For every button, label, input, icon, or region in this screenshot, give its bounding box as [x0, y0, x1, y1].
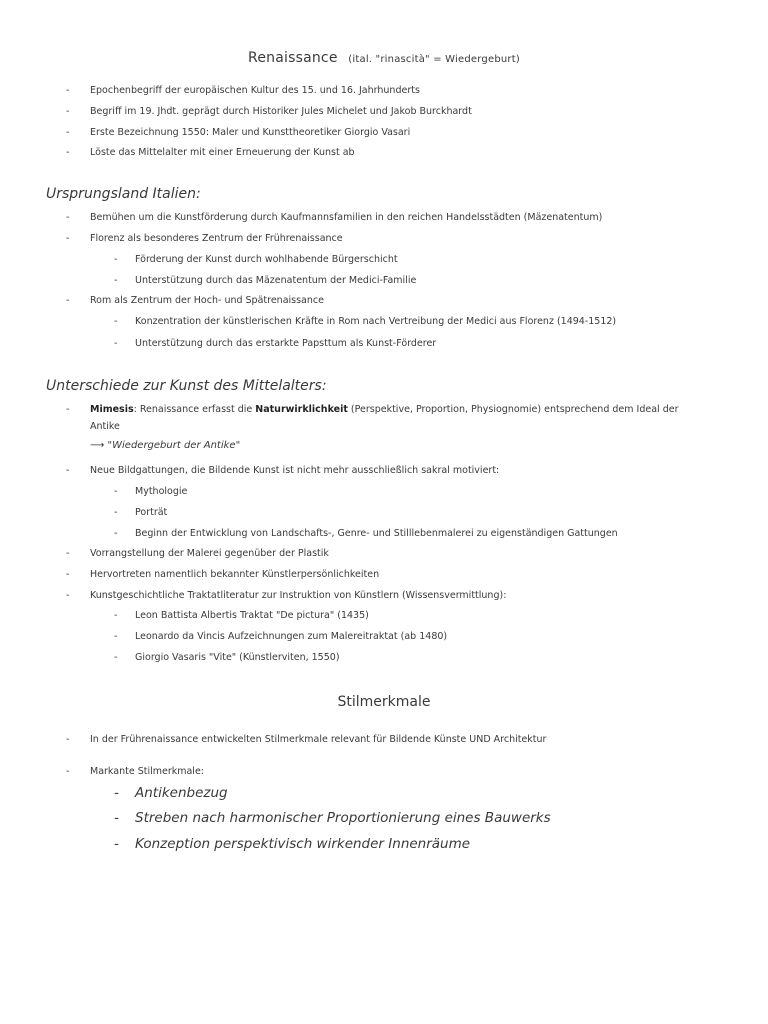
title-main: Renaissance [248, 50, 338, 66]
page-title [0, 50, 768, 66]
section-heading-origin: Ursprungsland Italien: [46, 186, 201, 202]
section-heading-differences: Unterschiede zur Kunst des Mittelalters: [46, 378, 327, 394]
arrow-note: ⟶ "Wiedergeburt der Antike" [90, 440, 241, 451]
arrow-icon: ⟶ [90, 440, 105, 451]
mimesis-term: Mimesis [90, 404, 134, 415]
naturwirklichkeit-term: Naturwirklichkeit [255, 404, 348, 415]
title-subtitle: (ital. "rinascità" = Wiedergeburt) [348, 54, 520, 65]
section-heading-style: Stilmerkmale [337, 694, 431, 710]
